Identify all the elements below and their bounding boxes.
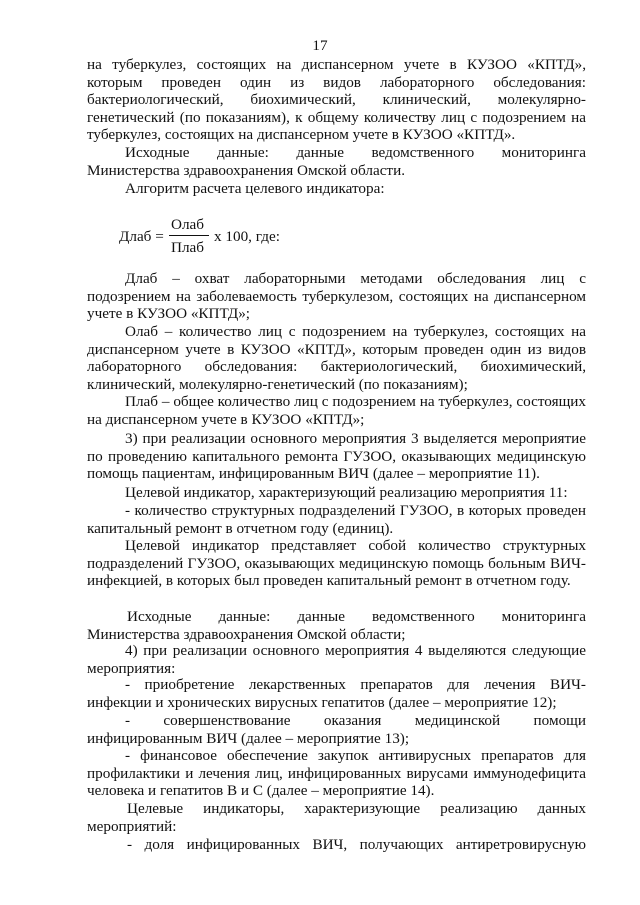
formula-lhs: Длаб = (119, 228, 164, 245)
formula-rhs: x 100, где: (214, 228, 280, 245)
paragraph-source-data-2: Исходные данные: данные ведомственного мониторинга Министерства здравоохранения Омской области; (87, 608, 586, 643)
definition-olab: Олаб – количество лиц с подозрением на туберкулез, состоящих на диспансерном учете в КУЗОО «КПТД», которым проведен один из видов лабораторного обследования: бактериологический, биохимический, клинический, молекулярно-генетический (по показаниям); (87, 323, 586, 393)
measure-13: - совершенствование оказания медицинской помощи инфицированным ВИЧ (далее – мероприятие 13); (87, 712, 586, 747)
indicator-description: Целевой индикатор представляет собой количество структурных подразделений ГУЗОО, оказывающих медицинскую помощь больным ВИЧ-инфекцией, в которых был проведен капитальный ремонт в отчетном году. (87, 537, 586, 589)
definition-dlab: Длаб – охват лабораторными методами обследования лиц с подозрением на заболеваемость туберкулезом, состоящих на диспансерном учете в КУЗОО «КПТД»; (87, 270, 586, 322)
indicator-item: - количество структурных подразделений ГУЗОО, в которых проведен капитальный ремонт в отчетном году (единиц). (87, 502, 586, 537)
formula-denominator: Плаб (171, 239, 205, 256)
item-4: 4) при реализации основного мероприятия 4 выделяются следующие мероприятия: (87, 642, 586, 677)
measure-14: - финансовое обеспечение закупок антивирусных препаратов для профилактики и лечения лиц, инфицированных вирусами иммунодефицита человека и гепатитов В и С (далее – мероприятие 14). (87, 747, 586, 799)
fraction-bar (169, 235, 209, 236)
indicators-intro: Целевые индикаторы, характеризующие реализацию данных мероприятий: (87, 800, 586, 835)
indicator-last-line: - доля инфицированных ВИЧ, получающих антиретровирусную (127, 836, 586, 853)
paragraph-continuation: на туберкулез, состоящих на диспансерном учете в КУЗОО «КПТД», которым проведен один из видов лабораторного обследования: бактериологический, биохимический, клинический, молекулярно-генетический (по показаниям), к общему количеству лиц с подозрением на туберкулез, состоящих на диспансерном учете в КУЗОО «КПТД». (87, 56, 586, 143)
page-number: 17 (312, 37, 328, 54)
formula-numerator: Олаб (171, 216, 205, 233)
definition-plab: Плаб – общее количество лиц с подозрением на туберкулез, состоящих на диспансерном учете в КУЗОО «КПТД»; (87, 393, 586, 428)
item-3: 3) при реализации основного мероприятия 3 выделяется мероприятие по проведению капитального ремонта ГУЗОО, оказывающих медицинскую помощь пациентам, инфицированным ВИЧ (далее – мероприятие 11). (87, 430, 586, 482)
paragraph-source-data: Исходные данные: данные ведомственного мониторинга Министерства здравоохранения Омской области. (87, 144, 586, 179)
measure-12: - приобретение лекарственных препаратов для лечения ВИЧ-инфекции и хронических вирусных гепатитов (далее – мероприятие 12); (87, 676, 586, 711)
indicator-intro: Целевой индикатор, характеризующий реализацию мероприятия 11: (125, 484, 568, 501)
paragraph-algorithm: Алгоритм расчета целевого индикатора: (125, 180, 385, 197)
